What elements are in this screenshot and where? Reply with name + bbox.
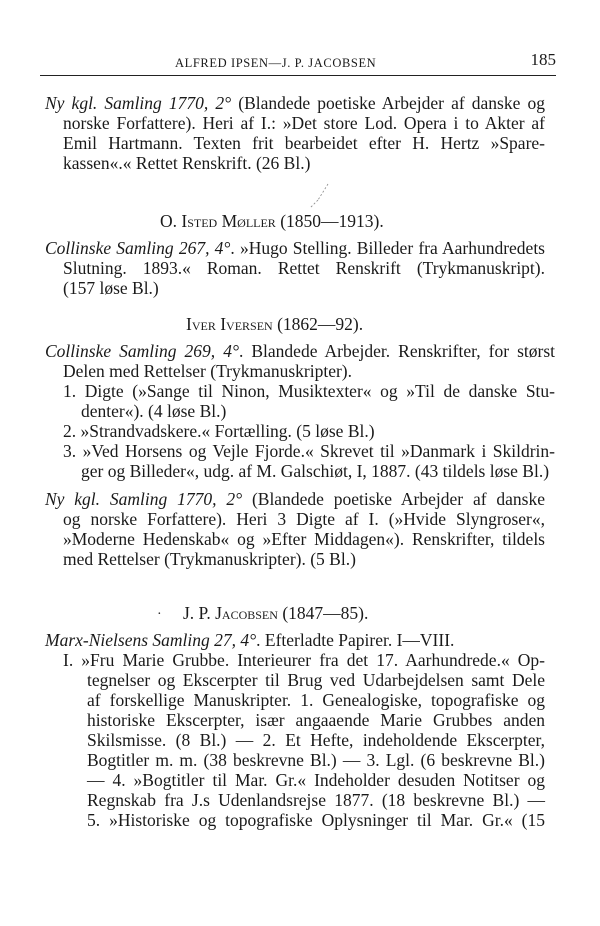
entry-line [45, 93, 545, 113]
entry-line: Emil Hartmann. Texten frit bearbeidet efter H. Hertz »Spare- [63, 133, 545, 153]
source-reference: Ny kgl. Samling 1770, 2° [45, 93, 232, 113]
source-reference: Marx-Nielsens Samling 27, 4° [45, 630, 257, 650]
entry-line: (157 løse Bl.) [63, 278, 159, 298]
source-reference: Ny kgl. Samling 1770, 2° [45, 489, 243, 509]
author-heading-isted-moller [160, 211, 384, 232]
entry-line: — 4. »Bogtitler til Mar. Gr.« Indeholder desuden Notitser og [87, 770, 545, 790]
entry-line: med Rettelser (Trykmanuskripter). (5 Bl.) [63, 549, 356, 569]
entry-line [45, 489, 545, 509]
list-item: 1. Digte (»Sange til Ninon, Musiktexter« og »Til de danske Stu- [63, 381, 555, 401]
author-dates: (1847—85). [277, 603, 369, 623]
entry-text: . »Hugo Stelling. Billeder fra Aarhundredets [230, 238, 545, 258]
author-name: Iver Iversen [186, 314, 273, 334]
author-dates: (1862—92). [272, 314, 364, 334]
header-rule [40, 75, 556, 76]
entry-text: (Blandede poetiske Arbejder af danske og [231, 93, 545, 113]
pencil-mark [306, 182, 332, 210]
entry-collinske-267 [45, 238, 545, 298]
author-dates: (1850—1913). [275, 211, 384, 231]
page-header [40, 50, 556, 76]
entry-line: kassen«.« Rettet Renskrift. (26 Bl.) [63, 153, 311, 173]
entry-line: tegnelser og Ekscerpter til Brug ved Udarbejdelsen samt Dele [87, 670, 545, 690]
entry-collinske-269 [45, 341, 555, 481]
entry-line [45, 238, 545, 258]
entry-line [45, 630, 545, 650]
source-reference: Collinske Samling 267, 4° [45, 238, 231, 258]
list-item-continuation: denter«). (4 løse Bl.) [81, 401, 227, 421]
author-name: O. Isted Møller [160, 211, 276, 231]
entry-line: historiske Ekscerpter, især angaaende Marie Grubbes anden [87, 710, 545, 730]
author-heading-jp-jacobsen [183, 603, 368, 624]
entry-line: 5. »Historiske og topografiske Oplysninger til Mar. Gr.« (15 [87, 810, 545, 830]
source-reference: Collinske Samling 269, 4° [45, 341, 239, 361]
entry-text: (Blandede poetiske Arbejder af danske [242, 489, 545, 509]
author-name: J. P. Jacobsen [183, 603, 278, 623]
entry-line [45, 341, 555, 361]
entry-text: . Efterladte Papirer. I—VIII. [256, 630, 455, 650]
entry-line: I. »Fru Marie Grubbe. Interieurer fra det 17. Aarhundrede.« Op- [63, 650, 545, 670]
author-heading-iver-iversen [186, 314, 363, 335]
entry-line: og norske Forfattere). Heri 3 Digte af I. (»Hvide Slyngroser«, [63, 509, 545, 529]
entry-line: »Moderne Hedenskab« og »Efter Middagen«). Renskrifter, tildels [63, 529, 545, 549]
margin-dot: · [157, 607, 162, 622]
entry-marx-nielsen-27 [45, 630, 545, 830]
list-item: 2. »Strandvadskere.« Fortælling. (5 løse Bl.) [63, 421, 375, 441]
entry-line: Bogtitler m. m. (38 beskrevne Bl.) — 3. Lgl. (6 beskrevne Bl.) [87, 750, 545, 770]
entry-ny-kgl-1770-first [45, 93, 545, 173]
entry-line: Slutning. 1893.« Roman. Rettet Renskrift (Trykmanuskript). [63, 258, 545, 278]
entry-line: Skilsmisse. (8 Bl.) — 2. Et Hefte, indeholdende Ekscerpter, [87, 730, 545, 750]
entry-line: norske Forfattere). Heri af I.: »Det store Lod. Opera i to Akter af [63, 113, 545, 133]
list-item-continuation: ger og Billeder«, udg. af M. Galschiøt, I, 1887. (43 tildels løse Bl.) [81, 461, 550, 481]
list-item: 3. »Ved Horsens og Vejle Fjorde.« Skrevet til »Danmark i Skildrin- [63, 441, 555, 461]
entry-line: Regnskab fra J.s Udenlandsrejse 1877. (18 beskrevne Bl.) — [87, 790, 545, 810]
entry-line: af forskellige Manuskripter. 1. Genealogiske, topografiske og [87, 690, 545, 710]
running-head: ALFRED IPSEN—J. P. JACOBSEN [175, 56, 377, 70]
entry-text: . Blandede Arbejder. Renskrifter, for størst [238, 341, 555, 361]
page-number: 185 [530, 50, 556, 69]
entry-ny-kgl-1770-second [45, 489, 545, 569]
entry-line: Delen med Rettelser (Trykmanuskripter). [63, 361, 353, 381]
